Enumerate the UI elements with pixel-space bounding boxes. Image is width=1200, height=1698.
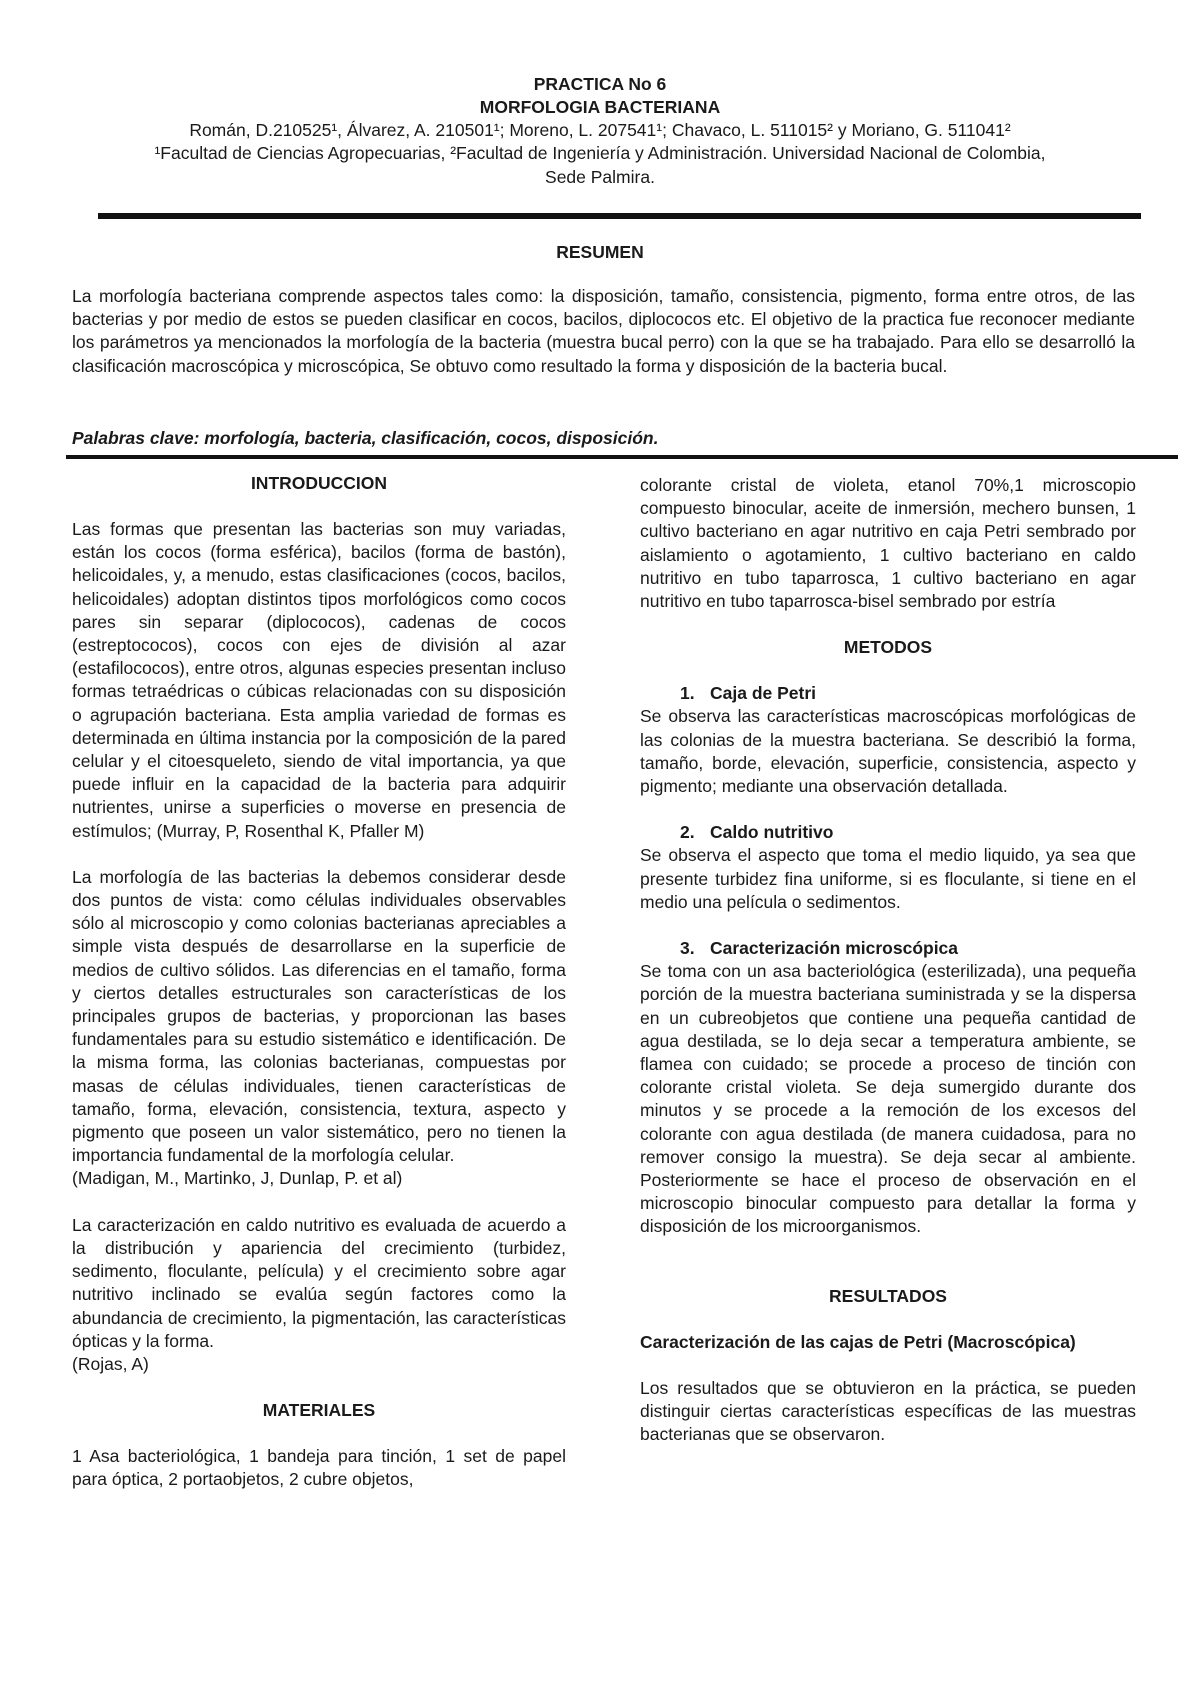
practice-number: PRACTICA No 6: [533, 74, 667, 94]
results-subheading: Caracterización de las cajas de Petri (Macroscópica): [640, 1331, 1076, 1352]
method-3-heading: [640, 937, 1136, 960]
method-1-text: Se observa las características macroscópicas morfológicas de las colonias de la muestra bacteriana. Se describió la forma, tamaño, borde, elevación, superficie, consistencia, aspecto y pigmento; mediante una observación detallada.: [640, 706, 1136, 797]
abstract-heading: RESUMEN: [556, 242, 644, 262]
header-divider: [98, 213, 1141, 219]
method-3-number: 3.: [680, 938, 695, 959]
intro-paragraph-2-ref: (Madigan, M., Martinko, J, Dunlap, P. et al): [72, 1168, 403, 1189]
results-heading: RESULTADOS: [829, 1285, 947, 1306]
materials-text-start: 1 Asa bacteriológica, 1 bandeja para tinción, 1 set de papel para óptica, 2 portaobjetos, 2 cubre objetos,: [72, 1446, 566, 1490]
method-2-title: Caldo nutritivo: [710, 822, 834, 843]
methods-heading: METODOS: [843, 637, 933, 658]
authors: Román, D.210525¹, Álvarez, A. 210501¹; Moreno, L. 207541¹; Chavaco, L. 511015² y Moriano, G. 511041²: [189, 120, 1011, 140]
method-2-heading: [640, 821, 1136, 844]
method-1-heading: [640, 682, 1136, 705]
materials-heading: MATERIALES: [262, 1400, 376, 1421]
affiliation-line-1: ¹Facultad de Ciencias Agropecuarias, ²Facultad de Ingeniería y Administración. Universidad Nacional de Colombia,: [154, 143, 1046, 163]
intro-paragraph-1: Las formas que presentan las bacterias son muy variadas, están los cocos (forma esférica), bacilos (forma de bastón), helicoidales, y, a menudo, estas clasificaciones (cocos, bacilos, helicoidales) adoptan distintos tipos morfológicos como cocos pares sin separar (diplococos), cadenas de cocos (estreptococos), cocos con ejes de división al azar (estafilococos), entre otros, algunas especies presentan incluso formas tetraédricas o cúbicas relacionadas con su disposición o agrupación bacteriana. Esta amplia variedad de formas es determinada en última instancia por la composición de la pared celular y el citoesqueleto, siendo de vital importancia, ya que puede influir en la capacidad de la bacteria para adquirir nutrientes, unirse a superficies o moverse en presencia de estímulos; (Murray, P, Rosenthal K, Pfaller M): [72, 519, 566, 841]
keywords: Palabras clave: morfología, bacteria, clasificación, cocos, disposición.: [72, 428, 659, 448]
introduction-heading: INTRODUCCION: [250, 473, 388, 493]
method-3-text: Se toma con un asa bacteriológica (esterilizada), una pequeña porción de la muestra bacteriana suministrada y se la dispersa en un cubreobjetos que contiene una pequeña cantidad de agua destilada, se lo deja secar a temperatura ambiente, se flamea con cuidado; se procede a proceso de tinción con colorante cristal violeta. Se deja sumergido durante dos minutos y se procede a la remoción de los excesos del colorante con agua destilada (de manera cuidadosa, para no remover consigo la muestra). Se deja secar al ambiente. Posteriormente se hace el proceso de observación en el microscopio binocular compuesto para detallar la forma y disposición de los microorganismos.: [640, 961, 1136, 1237]
intro-paragraph-3-ref: (Rojas, A): [72, 1353, 149, 1374]
intro-paragraph-2: La morfología de las bacterias la debemos considerar desde dos puntos de vista: como células individuales observables sólo al microscopio y como colonias bacterianas apreciables a simple vista después de desarrollarse en la superficie de medios de cultivo sólidos. Las diferencias en el tamaño, forma y ciertos detalles estructurales son características de los principales grupos de bacterias, y proporcionan las bases fundamentales para su estudio sistemático e identificación. De la misma forma, las colonias bacterianas, compuestas por masas de células individuales, tienen características de tamaño, forma, elevación, consistencia, textura, aspecto y pigmento que poseen un valor sistemático, pero no tienen la importancia fundamental de la morfología celular.: [72, 866, 566, 1166]
method-2-text: Se observa el aspecto que toma el medio liquido, ya sea que presente turbidez fina uniforme, si es floculante, si tiene en el medio una película o sedimentos.: [640, 845, 1136, 912]
materials-text-cont: colorante cristal de violeta, etanol 70%,1 microscopio compuesto binocular, aceite de inmersión, mechero bunsen, 1 cultivo bacteriano en agar nutritivo en caja Petri sembrado por aislamiento o agotamiento, 1 cultivo bacteriano en caldo nutritivo en tubo taparrosca, 1 cultivo bacteriano en agar nutritivo en tubo taparrosca-bisel sembrado por estría: [640, 475, 1136, 612]
method-3-title: Caracterización microscópica: [710, 938, 959, 959]
method-1-title: Caja de Petri: [710, 683, 817, 704]
results-text: Los resultados que se obtuvieron en la práctica, se pueden distinguir ciertas características específicas de las muestras bacterianas que se observaron.: [640, 1377, 1136, 1445]
method-2-number: 2.: [680, 822, 695, 843]
method-1-number: 1.: [680, 683, 695, 704]
left-column: [72, 472, 566, 1492]
intro-paragraph-3: La caracterización en caldo nutritivo es evaluada de acuerdo a la distribución y apariencia del crecimiento (turbidez, sedimento, floculante, película) y el crecimiento sobre agar nutritivo inclinado se evalúa según factores como la abundancia de crecimiento, la pigmentación, las características ópticas y la forma.: [72, 1214, 566, 1351]
abstract-text: La morfología bacteriana comprende aspectos tales como: la disposición, tamaño, consistencia, pigmento, forma entre otros, de las bacterias y por medio de estos se pueden clasificar en cocos, bacilos, diplococos etc. El objetivo de la practica fue reconocer mediante los parámetros ya mencionados la morfología de la bacteria (muestra bucal perro) con la que se ha trabajado. Para ello se desarrolló la clasificación macroscópica y microscópica, Se obtuvo como resultado la forma y disposición de la bacteria bucal.: [72, 286, 1135, 376]
paper-title: MORFOLOGIA BACTERIANA: [479, 97, 721, 117]
right-column: [640, 474, 1136, 1447]
affiliation-line-2: Sede Palmira.: [545, 167, 655, 187]
abstract-divider: [66, 455, 1178, 459]
